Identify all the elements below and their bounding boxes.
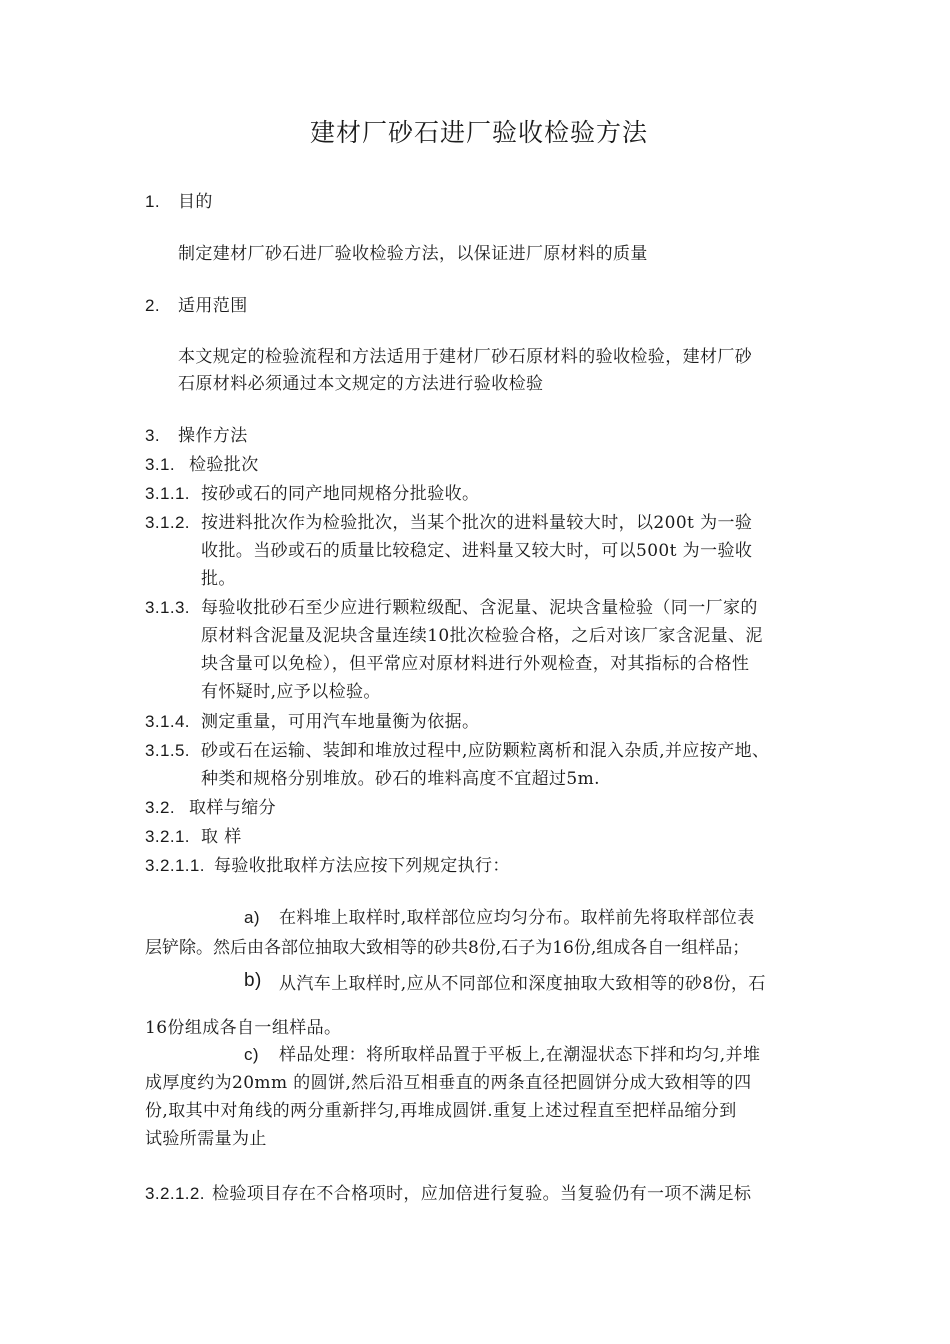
section-3-1-heading: 检验批次 [189,455,259,475]
section-3-2-heading: 取样与缩分 [189,798,276,818]
item-c-line-4: 试验所需量为止 [145,1129,267,1149]
item-a-label: a) [244,908,260,927]
item-b-line-1: 从汽车上取样时,应从不同部位和深度抽取大致相等的砂8份，石 [279,974,766,994]
section-3-1-2-number: 3.1.2. [145,513,190,532]
section-3-2-number: 3.2. [145,798,175,817]
section-2-body-line-1: 本文规定的检验流程和方法适用于建材厂砂石原材料的验收检验，建材厂砂 [178,347,753,367]
section-3-2-1-heading: 取 样 [201,827,242,847]
section-3-2-1-2-number: 3.2.1.2. [145,1184,205,1203]
section-3-1-4-number: 3.1.4. [145,712,190,731]
section-2-heading: 适用范围 [178,296,248,316]
section-2-number: 2. [145,296,160,315]
section-1-number: 1. [145,192,160,211]
section-3-1-1-text: 按砂或石的同产地同规格分批验收。 [201,484,480,504]
item-c-line-3: 份,取其中对角线的两分重新拌匀,再堆成圆饼.重复上述过程直至把样品缩分到 [145,1101,737,1121]
section-3-1-3-line-1: 每验收批砂石至少应进行颗粒级配、含泥量、泥块含量检验（同一厂家的 [201,598,758,618]
section-3-1-number: 3.1. [145,455,175,474]
section-3-1-5-line-1: 砂或石在运输、装卸和堆放过程中,应防颗粒离析和混入杂质,并应按产地、 [201,741,770,761]
section-1-heading: 目的 [178,192,213,212]
section-3-2-1-number: 3.2.1. [145,827,190,846]
item-b-line-2: 16份组成各自一组样品。 [145,1018,342,1038]
item-c-line-2: 成厚度约为20mm 的圆饼,然后沿互相垂直的两条直径把圆饼分成大致相等的四 [145,1073,752,1093]
section-3-1-3-line-4: 有怀疑时,应予以检验。 [201,682,381,702]
section-3-1-3-number: 3.1.3. [145,598,190,617]
section-3-1-2-line-2: 收批。当砂或石的质量比较稳定、进料量又较大时，可以500t 为一验收 [201,541,753,561]
section-3-2-1-1-text: 每验收批取样方法应按下列规定执行： [214,856,510,876]
item-b-label: b) [244,970,262,991]
section-1-body: 制定建材厂砂石进厂验收检验方法，以保证进厂原材料的质量 [178,244,648,264]
item-c-label: c) [244,1045,259,1064]
section-3-heading: 操作方法 [178,426,248,446]
section-3-2-1-2-text: 检验项目存在不合格项时，应加倍进行复验。当复验仍有一项不满足标 [212,1184,752,1204]
section-3-1-5-number: 3.1.5. [145,741,190,760]
section-3-number: 3. [145,426,160,445]
section-3-1-2-line-3: 批。 [201,569,236,589]
section-2-body-line-2: 石原材料必须通过本文规定的方法进行验收检验 [178,374,544,394]
item-a-line-2: 层铲除。然后由各部位抽取大致相等的砂共8份,石子为16份,组成各自一组样品； [145,938,750,958]
section-3-1-5-line-2: 种类和规格分别堆放。砂石的堆料高度不宜超过5m. [201,769,600,789]
item-a-line-1: 在料堆上取样时,取样部位应均匀分布。取样前先将取样部位表 [279,908,755,928]
section-3-1-1-number: 3.1.1. [145,484,190,503]
section-3-1-3-line-3: 块含量可以免检），但平常应对原材料进行外观检查，对其指标的合格性 [201,654,750,674]
section-3-1-3-line-2: 原材料含泥量及泥块含量连续10批次检验合格，之后对该厂家含泥量、泥 [201,626,763,646]
section-3-1-4-text: 测定重量，可用汽车地量衡为依据。 [201,712,480,732]
item-c-line-1: 样品处理：将所取样品置于平板上,在潮湿状态下拌和均匀,并堆 [279,1045,761,1065]
section-3-1-2-line-1: 按进料批次作为检验批次，当某个批次的进料量较大时，以200t 为一验 [201,513,753,533]
document-title: 建材厂砂石进厂验收检验方法 [310,118,649,147]
section-3-2-1-1-number: 3.2.1.1. [145,856,205,875]
